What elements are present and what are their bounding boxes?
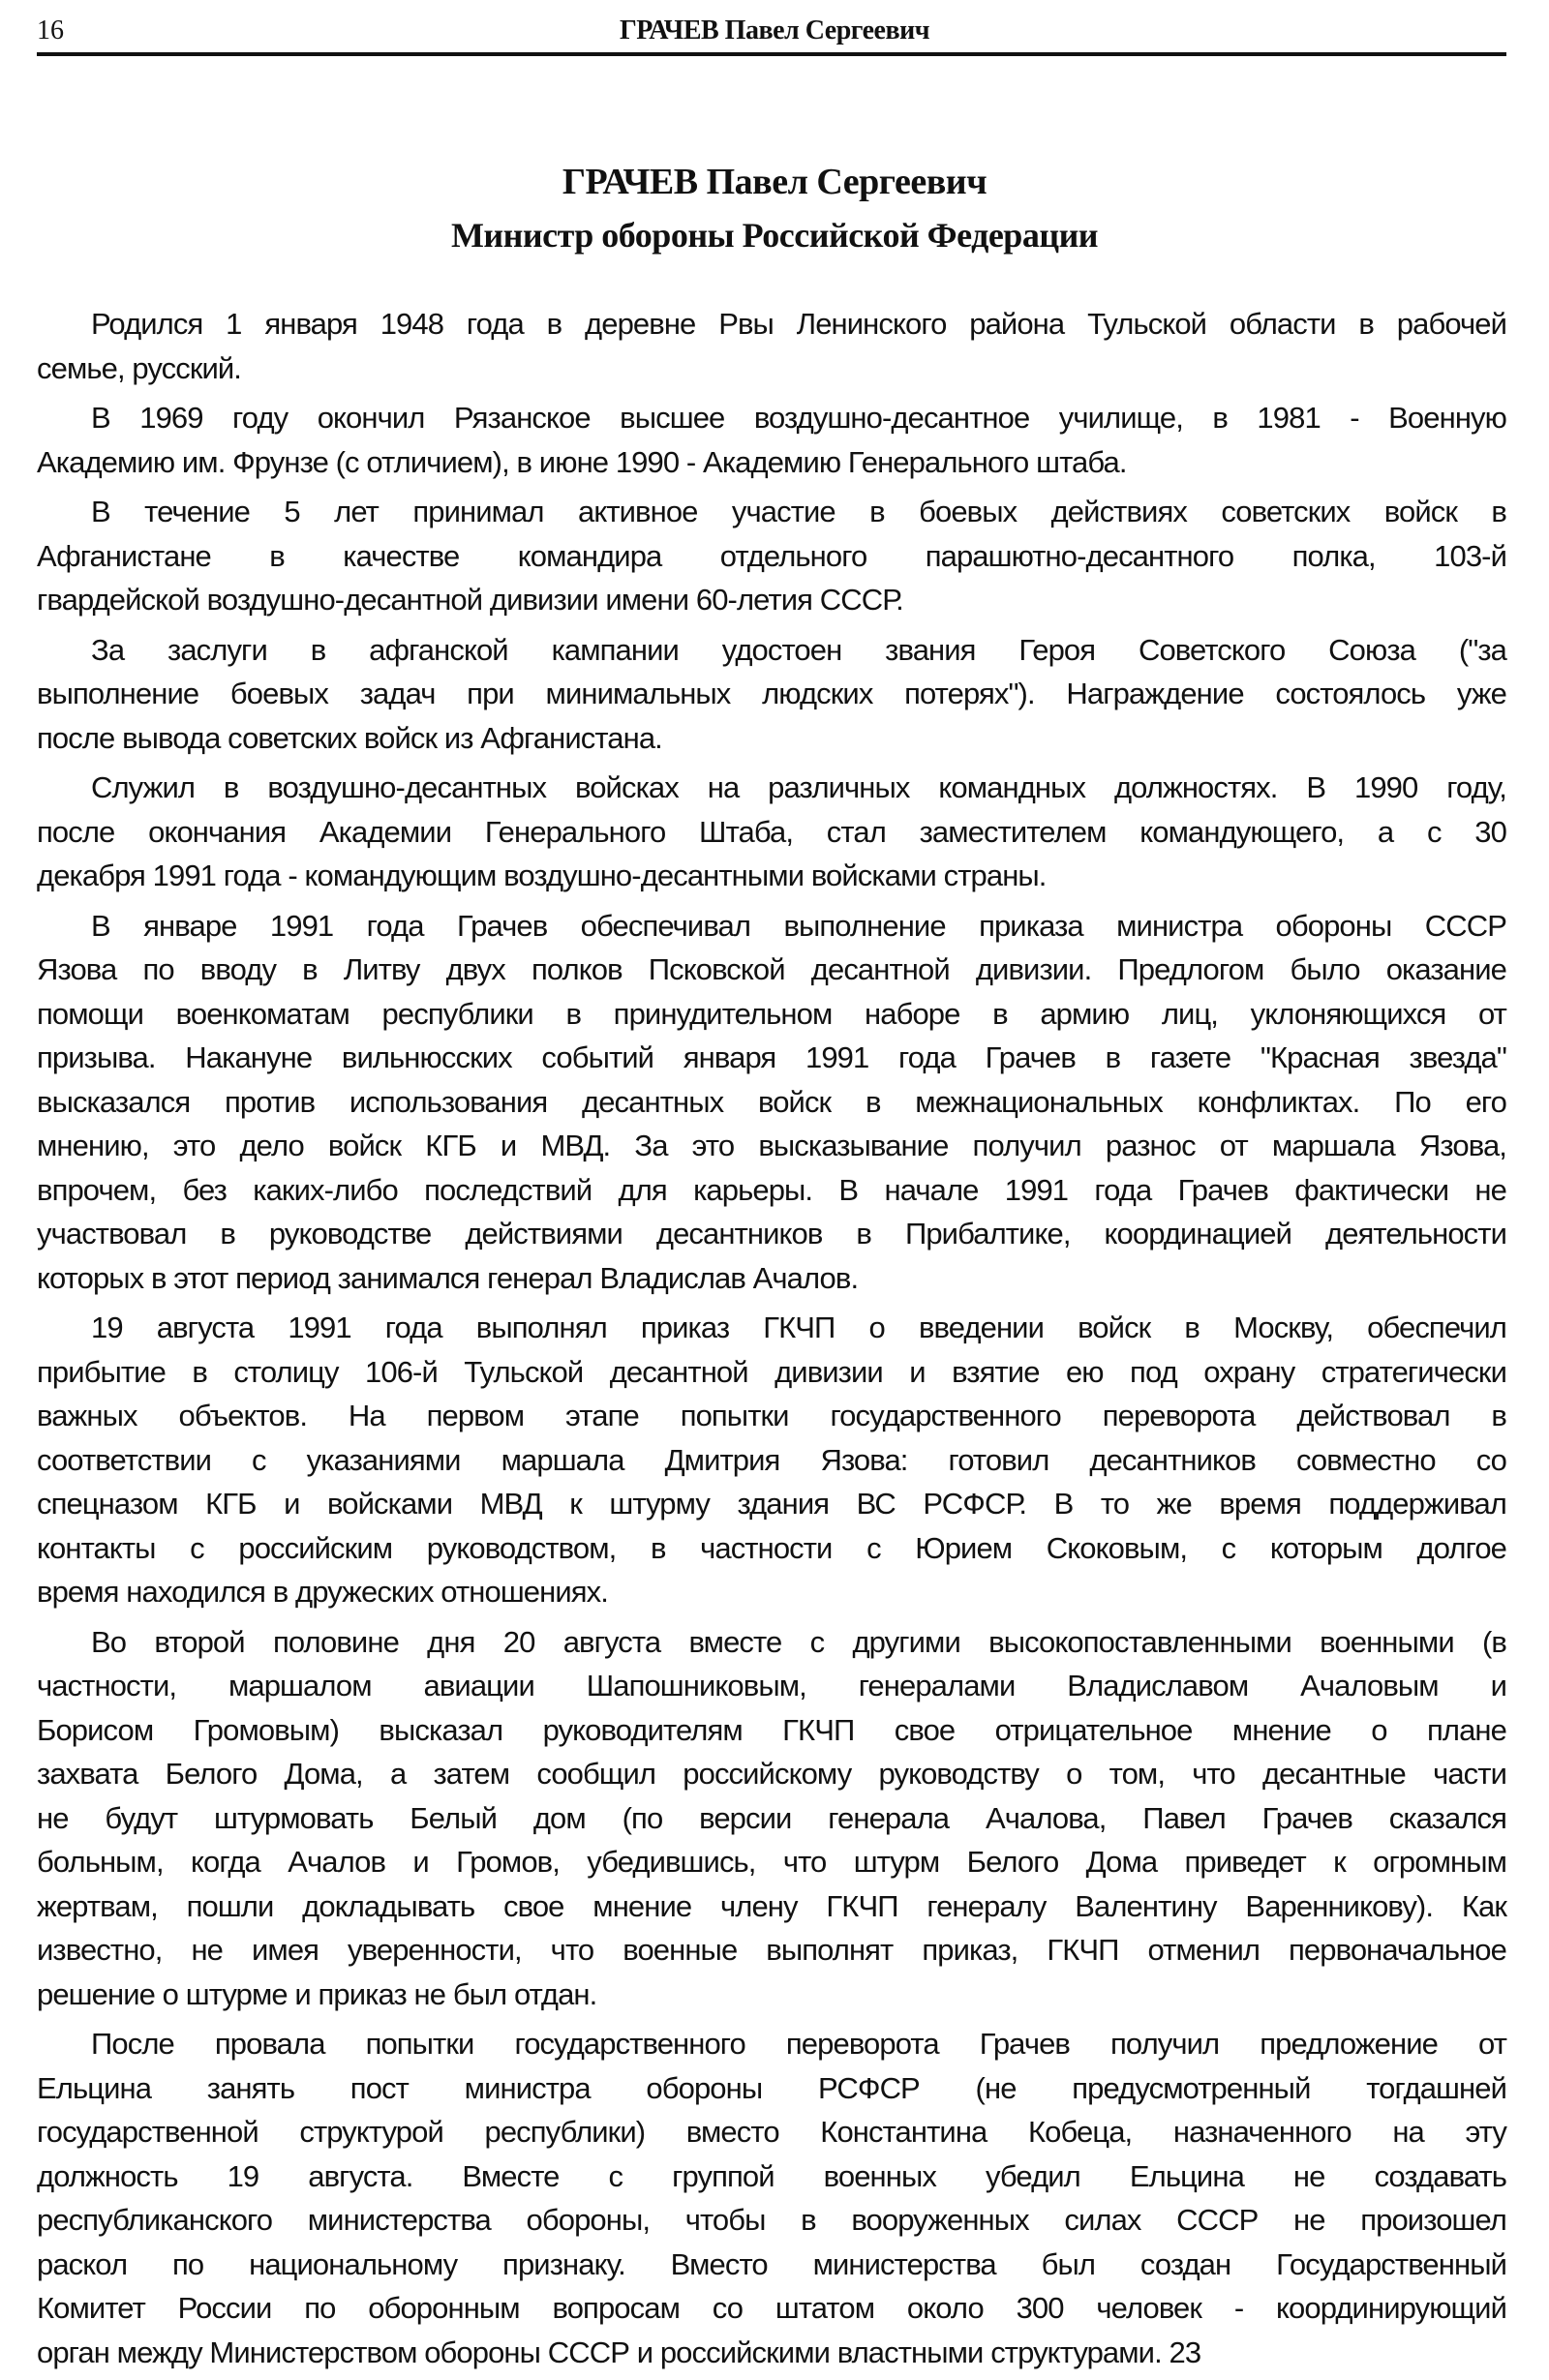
text-line: семье, русский.: [37, 350, 242, 385]
text-line: 19 августа 1991 года выполнял приказ ГКЧП о введении войск в Москву, обеспечил: [91, 1311, 1506, 1344]
text-line: впрочем, без каких-либо последствий для карьеры. В начале 1991 года Грачев фактически не: [37, 1172, 1506, 1207]
text-line: контакты с российским руководством, в частности с Юрием Скоковым, с которым долгое: [37, 1530, 1506, 1565]
text-line: Комитет России по оборонным вопросам со штатом около 300 человек - координирующий: [37, 2291, 1506, 2325]
text-line: Академию им. Фрунзе (с отличием), в июне 1990 - Академию Генерального штаба.: [37, 444, 1127, 479]
text-line: не будут штурмовать Белый дом (по версии генерала Ачалова, Павел Грачев сказался: [37, 1800, 1506, 1835]
text-line: В 1969 году окончил Рязанское высшее воздушно-десантное училище, в 1981 - Военную: [91, 401, 1506, 435]
text-line: Ельцина занять пост министра обороны РСФСР (не предусмотренный тогдашней: [37, 2070, 1506, 2105]
text-line: должность 19 августа. Вместе с группой военных убедил Ельцина не создавать: [37, 2158, 1506, 2193]
header-rule: [37, 52, 1506, 56]
paragraph: [37, 628, 1506, 761]
text-line: после вывода советских войск из Афганистана.: [37, 720, 662, 755]
text-line: выполнение боевых задач при минимальных людских потерях"). Награждение состоялось уже: [37, 677, 1506, 710]
paragraph: [37, 490, 1506, 622]
text-line: республиканского министерства обороны, чтобы в вооруженных силах СССР не произошел: [37, 2203, 1506, 2237]
text-line: известно, не имея уверенности, что военные выполнят приказ, ГКЧП отменил первоначальное: [37, 1933, 1506, 1967]
article-subtitle: Министр обороны Российской Федерации: [450, 216, 1099, 255]
text-line: В январе 1991 года Грачев обеспечивал выполнение приказа министра обороны СССР: [91, 908, 1506, 943]
text-line: призыва. Накануне вильнюсских событий января 1991 года Грачев в газете "Красная звезда": [37, 1040, 1506, 1074]
paragraph: [37, 766, 1506, 898]
text-line: жертвам, пошли докладывать свое мнение члену ГКЧП генералу Валентину Варенникову). Как: [37, 1888, 1506, 1923]
text-line: раскол по национальному признаку. Вместо министерства был создан Государственный: [37, 2246, 1506, 2281]
text-line: государственной структурой республики) вместо Константина Кобеца, назначенного на эту: [37, 2115, 1506, 2149]
article-title: ГРАЧЕВ Павел Сергеевич: [562, 162, 987, 202]
paragraph: [37, 396, 1506, 484]
text-line: В течение 5 лет принимал активное участие в боевых действиях советских войск в: [91, 495, 1506, 528]
text-line: декабря 1991 года - командующим воздушно-десантными войсками страны.: [37, 859, 1047, 892]
text-line: захвата Белого Дома, а затем сообщил российскому руководству о том, что десантные части: [37, 1757, 1506, 1791]
page-number: 16: [37, 15, 64, 45]
text-line: важных объектов. На первом этапе попытки государственного переворота действовал в: [37, 1399, 1506, 1432]
running-header-title: ГРАЧЕВ Павел Сергеевич: [619, 15, 930, 45]
text-line: прибытие в столицу 106-й Тульской десантной дивизии и взятие ею под охрану стратегически: [37, 1354, 1506, 1389]
text-line: Язова по вводу в Литву двух полков Псковской десантной дивизии. Предлогом было оказание: [37, 952, 1506, 986]
text-line: после окончания Академии Генерального Штаба, стал заместителем командующего, а с 30: [37, 814, 1506, 849]
text-line: Афганистане в качестве командира отдельного парашютно-десантного полка, 103-й: [37, 538, 1506, 573]
paragraph: [37, 2022, 1506, 2374]
paragraph: [37, 1306, 1506, 1614]
text-line: Служил в воздушно-десантных войсках на различных командных должностях. В 1990 году,: [91, 770, 1506, 804]
text-line: время находился в дружеских отношениях.: [37, 1575, 608, 1609]
text-line: высказался против использования десантных войск в межнациональных конфликтах. По его: [37, 1084, 1506, 1119]
text-line: После провала попытки государственного переворота Грачев получил предложение от: [91, 2027, 1506, 2061]
text-line: которых в этот период занимался генерал Владислав Ачалов.: [37, 1260, 859, 1295]
text-line: частности, маршалом авиации Шапошниковым, генералами Владиславом Ачаловым и: [37, 1669, 1506, 1702]
text-line: мнению, это дело войск КГБ и МВД. За это высказывание получил разнос от маршала Язова,: [37, 1129, 1506, 1162]
paragraph: [37, 1620, 1506, 2017]
paragraph: [37, 904, 1506, 1301]
text-line: больным, когда Ачалов и Громов, убедившись, что штурм Белого Дома приведет к огромным: [37, 1845, 1506, 1879]
article-body: [37, 302, 1506, 2380]
text-line: решение о штурме и приказ не был отдан.: [37, 1976, 597, 2011]
text-line: За заслуги в афганской кампании удостоен звания Героя Советского Союза ("за: [91, 632, 1506, 667]
text-line: Борисом Громовым) высказал руководителям ГКЧП свое отрицательное мнение о плане: [37, 1712, 1506, 1747]
paragraph: [37, 302, 1506, 390]
text-line: Родился 1 января 1948 года в деревне Рвы Ленинского района Тульской области в рабочей: [91, 307, 1506, 341]
text-line: помощи военкоматам республики в принудительном наборе в армию лиц, уклоняющихся от: [37, 996, 1506, 1031]
text-line: гвардейской воздушно-десантной дивизии имени 60-летия СССР.: [37, 583, 903, 617]
text-line: участвовал в руководстве действиями десантников в Прибалтике, координацией деятельности: [37, 1217, 1506, 1250]
text-line: спецназом КГБ и войсками МВД к штурму здания ВС РСФСР. В то же время поддерживал: [37, 1487, 1506, 1521]
text-line: орган между Министерством обороны СССР и российскими властными структурами. 23: [37, 2335, 1201, 2369]
text-line: соответствии с указаниями маршала Дмитрия Язова: готовил десантников совместно со: [37, 1442, 1506, 1477]
text-line: Во второй половине дня 20 августа вместе с другими высокопоставленными военными (в: [91, 1624, 1506, 1659]
